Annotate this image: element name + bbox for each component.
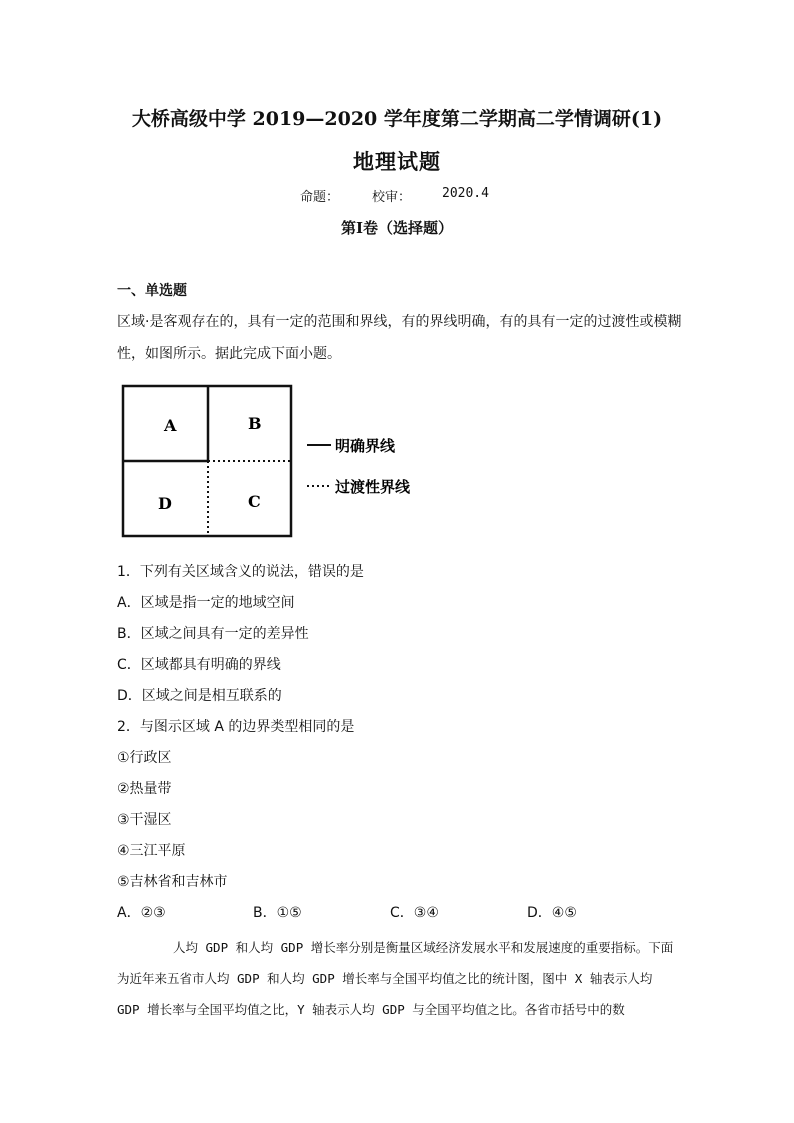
- question-1-stem: 1．下列有关区域含义的说法，错误的是: [117, 564, 364, 580]
- exam-date: 2020.4: [442, 186, 489, 201]
- q2-item-1: ①行政区: [117, 750, 172, 766]
- subject-title: 地理试题: [353, 149, 441, 174]
- q1-option-c: C．区域都具有明确的界线: [117, 657, 281, 673]
- q2-option-c: C．③④: [390, 905, 439, 921]
- review-label: 校审：: [372, 190, 412, 205]
- volume-heading: 第Ⅰ卷（选择题）: [340, 219, 454, 237]
- q2-option-a: A．②③: [117, 905, 166, 921]
- passage-3: [117, 932, 682, 1025]
- q2-item-5: ⑤吉林省和吉林市: [117, 874, 228, 890]
- cell-label-a: A: [164, 416, 177, 435]
- cell-label-b: B: [248, 414, 262, 433]
- q2-item-4: ④三江平原: [117, 843, 186, 859]
- q1-option-b: B．区域之间具有一定的差异性: [117, 626, 309, 642]
- exam-title: 大桥高级中学 2019—2020 学年度第二学期高二学情调研(1): [131, 108, 663, 130]
- question-2-stem: 2．与图示区域 A 的边界类型相同的是: [117, 719, 355, 735]
- passage-3-text: 人均 GDP 和人均 GDP 增长率分别是衡量区域经济发展水平和发展速度的重要指标。下面为近年来五省市人均 GDP 和人均 GDP 增长率与全国平均值之比的统计图，图中 X 轴表示人均 GDP 增长率与全国平均值之比，Y 轴表示人均 GDP 与全国平均值之比。各省市括号中的数: [117, 940, 674, 1017]
- q2-item-2: ②热量带: [117, 781, 172, 797]
- q1-option-a: A．区域是指一定的地域空间: [117, 595, 295, 611]
- q2-option-d: D．④⑤: [527, 905, 577, 921]
- q2-item-3: ③干湿区: [117, 812, 172, 828]
- legend-solid-label: 明确界线: [335, 437, 396, 455]
- q2-option-b: B．①⑤: [253, 905, 302, 921]
- cell-label-c: C: [248, 492, 261, 511]
- cell-label-d: D: [158, 494, 172, 513]
- region-boundary-figure: [117, 383, 417, 543]
- author-label: 命题：: [300, 190, 340, 205]
- section-title: 一、单选题: [117, 283, 187, 299]
- q1-option-d: D．区域之间是相互联系的: [117, 688, 282, 704]
- intro-paragraph: 区域·是客观存在的，具有一定的范围和界线，有的界线明确，有的具有一定的过渡性或模糊性，如图所示。据此完成下面小题。: [117, 314, 682, 362]
- legend-dotted-label: 过渡性界线: [335, 478, 411, 496]
